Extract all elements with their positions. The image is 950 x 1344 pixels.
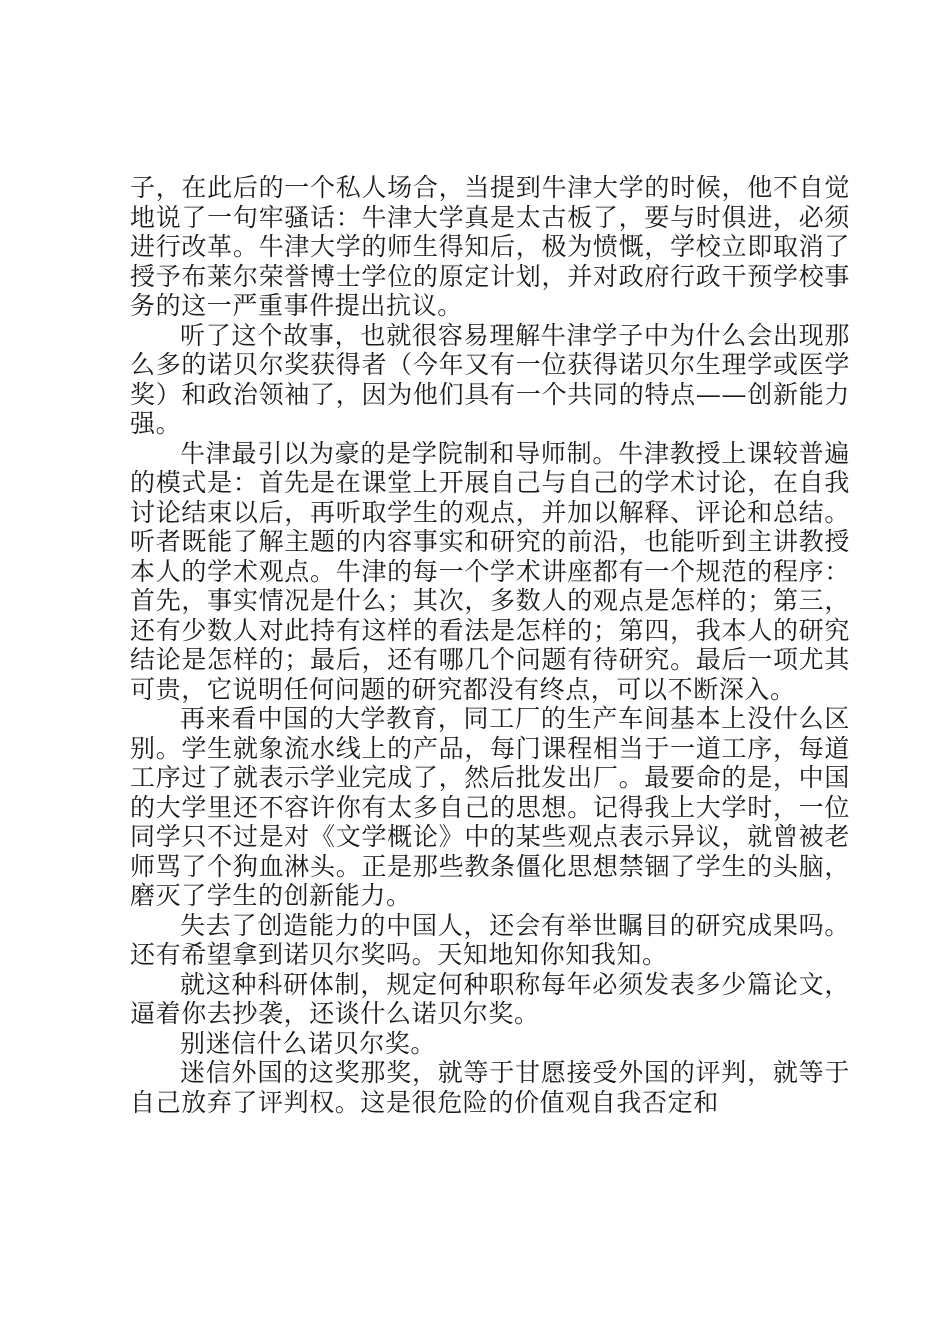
body-text [130,173,850,1117]
paragraph-6: 就这种科研体制，规定何种职称每年必须发表多少篇论文，逼着你去抄袭，还谈什么诺贝尔奖。 [130,969,850,1028]
paragraph-4: 再来看中国的大学教育，同工厂的生产车间基本上没什么区别。学生就象流水线上的产品，每门课程相当于一道工序，每道工序过了就表示学业完成了，然后批发出厂。最要命的是，中国的大学里还不容许你有太多自己的思想。记得我上大学时，一位同学只不过是对《文学概论》中的某些观点表示异议，就曾被老师骂了个狗血淋头。正是那些教条僵化思想禁锢了学生的头脑，磨灭了学生的创新能力。 [130,704,850,910]
paragraph-5: 失去了创造能力的中国人，还会有举世瞩目的研究成果吗。还有希望拿到诺贝尔奖吗。天知地知你知我知。 [130,910,850,969]
paragraph-8: 迷信外国的这奖那奖，就等于甘愿接受外国的评判，就等于自己放弃了评判权。这是很危险的价值观自我否定和 [130,1058,850,1117]
paragraph-1: 子，在此后的一个私人场合，当提到牛津大学的时候，他不自觉地说了一句牢骚话：牛津大学真是太古板了，要与时俱进，必须进行改革。牛津大学的师生得知后，极为愤慨，学校立即取消了授予布莱尔荣誉博士学位的原定计划，并对政府行政干预学校事务的这一严重事件提出抗议。 [130,173,850,320]
paragraph-7: 别迷信什么诺贝尔奖。 [180,1028,437,1058]
paragraph-3: 牛津最引以为豪的是学院制和导师制。牛津教授上课较普遍的模式是：首先是在课堂上开展自己与自己的学术讨论，在自我讨论结束以后，再听取学生的观点，并加以解释、评论和总结。听者既能了解主题的内容事实和研究的前沿，也能听到主讲教授本人的学术观点。牛津的每一个学术讲座都有一个规范的程序：首先，事实情况是什么；其次，多数人的观点是怎样的；第三，还有少数人对此持有这样的看法是怎样的；第四，我本人的研究结论是怎样的；最后，还有哪几个问题有待研究。最后一项尤其可贵，它说明任何问题的研究都没有终点，可以不断深入。 [130,438,850,704]
paragraph-2: 听了这个故事，也就很容易理解牛津学子中为什么会出现那么多的诺贝尔奖获得者（今年又有一位获得诺贝尔生理学或医学奖）和政治领袖了，因为他们具有一个共同的特点——创新能力强。 [130,320,850,438]
